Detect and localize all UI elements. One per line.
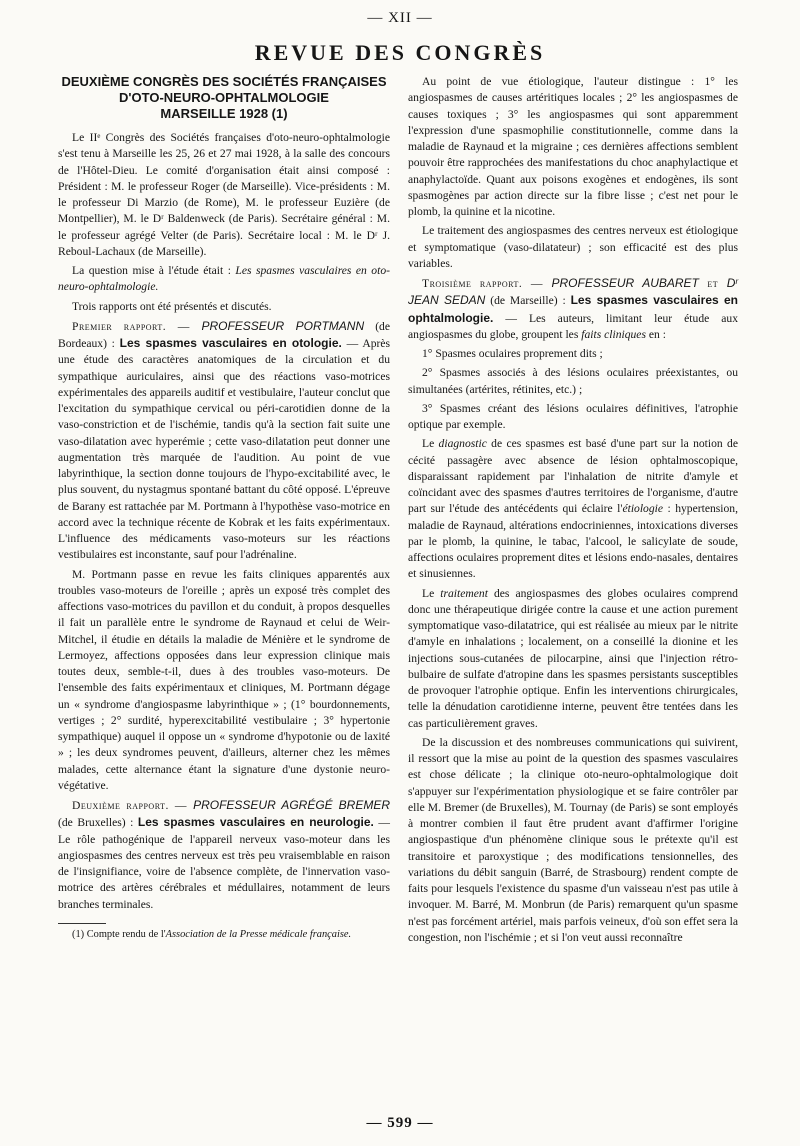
report-origin: (de Bordeaux) :	[58, 319, 390, 350]
study-question-paragraph	[58, 263, 390, 296]
list-item: 2° Spasmes associés à des lésions oculaires préexistantes, ou simultanées (artérites, rétinites, etc.) ;	[408, 366, 738, 396]
clinical-facts-term: faits cliniques	[581, 327, 646, 341]
report-label: Deuxième rapport. —	[72, 799, 194, 812]
list-item: 3° Spasmes créant des lésions oculaires définitives, l'atrophie optique par exemple.	[408, 401, 738, 431]
left-column	[58, 74, 390, 944]
treatment-nervous-paragraph: Le traitement des angiospasmes des centres nerveux est étiologique et symptomatique (vaso-dilatateur) ; son efficacité est des plus variables.	[408, 224, 738, 270]
page-number: — 599 —	[366, 1115, 434, 1131]
footnote-lead: (1) Compte rendu de l'	[72, 928, 166, 940]
report-conjunction: et	[698, 277, 727, 290]
heading-line: MARSEILLE 1928 (1)	[160, 106, 288, 121]
footnote-source: Association de la Presse médicale française.	[165, 928, 352, 940]
journal-section-title: REVUE DES CONGRÈS	[254, 40, 546, 65]
etiology-paragraph: Au point de vue étiologique, l'auteur distingue : 1° les angiospasmes de causes artéritiques locales ; 2° les angiospasmes de causes toxiques ; 3° les angiospasmes qui sont apparemment l'expression d'une spasmophilie constitutionnelle, comme dans la maladie de Raynaud et la migraine ; ces dernières affections semblent pouvoir être rapprochées des manifestations du choc anaphylactique et anaphylactoïde. Quant aux poisons exogènes et endogènes, ils sont spasmogènes par action directe sur la fibre lisse ; c'est net pour le plomb, la quinine et la nicotine.	[408, 75, 738, 218]
report-speaker: PROFESSEUR AUBARET	[551, 276, 699, 290]
diagnosis-term: diagnostic	[438, 437, 487, 451]
heading-line: DEUXIÈME CONGRÈS DES SOCIÉTÉS FRANÇAISES	[61, 74, 387, 89]
question-topic: Les spasmes vasculaires en oto-neuro-ophtalmologie.	[58, 264, 390, 294]
report-speaker: PROFESSEUR PORTMANN	[201, 318, 365, 333]
report-text: — Le rôle pathogénique de l'appareil nerveux vaso-moteur dans les angiospasmes des centres nerveux est très peu vraisemblable en raison de l'insignifiance, voire de l'absence complète, de l'innervation vaso-motrice des artères cérébrales et médullaires, notamment de leurs branches terminales.	[58, 816, 390, 911]
report-text: — Les auteurs, limitant leur étude aux angiospasmes du globe, groupent les	[408, 311, 738, 341]
second-report-paragraph	[58, 797, 390, 913]
diagnosis-paragraph	[408, 436, 738, 582]
report-text-end: en :	[645, 327, 666, 341]
report-speaker-second: Dʳ JEAN SEDAN	[408, 276, 739, 308]
footnote	[58, 928, 390, 941]
spasm-category-list	[408, 346, 738, 433]
portmann-clinical-paragraph: M. Portmann passe en revue les faits cliniques apparentés aux troubles vaso-moteurs de l'oreille ; après un exposé très complet des affections vaso-motrices du pavillon et du conduit, à propos desquelles il fait un parallèle entre le syndrome de Raynaud et celui de Weir-Mitchel, il étudie en détails la maladie de Ménière et le syndrome de Lermoyez, affections opposées dans leur expression clinique mais toutes deux, semble-t-il, dues à des troubles vaso-moteurs. De l'ensemble des faits expérimentaux et cliniques, M. Portmann dégage un « syndrome d'angiospasme labyrinthique » ; (1° bourdonnements, vertiges ; 2° surdité, hyperexcitabilité vestibulaire ; 3° hypertonie sympathique) auquel il oppose un « syndrome d'hypotonie ou de laxité » ; les deux syndromes peuvent, d'ailleurs, alterner chez les mêmes malades, cette alternance étant la signature d'une dystonie neuro-végétative.	[58, 567, 390, 792]
report-label: Premier rapport. —	[72, 319, 202, 333]
discussion-paragraph: De la discussion et des nombreuses communications qui suivirent, il ressort que la mise au point de la question des spasmes vasculaires est chose délicate ; la clinique oto-neuro-ophtalmologique doit s'appuyer sur l'expérimentation physiologique et se faire contrôler par elle M. Bremer (de Bruxelles), M. Tournay (de Paris) se sont employés à montrer combien il faut être prudent avant d'affirmer l'origine angiospastique d'un phénomène clinique sous le prétexte qu'il est transitoire et paroxystique ; des modifications tensionnelles, des variations du débit sanguin (Barré, de Strasbourg) rendent compte de faits pour lesquels l'existence du spasme d'un vaisseau n'est pas utile à invoquer. M. Barré, M. Monbrun (de Paris) remarquent qu'un spasme n'est pas forcément artériel, mais parfois veineux, d'où son effet sera la congestion, non l'ischémie ; et si l'on veut aussi reconnaître	[408, 735, 738, 944]
report-label: Troisième rapport. —	[422, 277, 552, 290]
report-origin: (de Bruxelles) :	[58, 816, 138, 830]
diagnosis-text-end: : hypertension, maladie de Raynaud, altérations endocriniennes, intoxications diverses par le plomb, la quinine, le tabac, l'alcool, le salicylate de soude, affections oculaires proprement dites et lésions endo-nasales, dentaires et sinusiennes.	[408, 502, 738, 581]
footnote-divider	[58, 923, 106, 924]
right-column	[408, 74, 738, 949]
treatment-lead: Le	[422, 586, 441, 600]
diagnosis-lead: Le	[422, 437, 439, 451]
reports-summary: Trois rapports ont été présentés et discutés.	[72, 299, 272, 313]
report-title: Les spasmes vasculaires en neurologie.	[137, 815, 374, 830]
report-text: — Après une étude des caractères anatomiques de la circulation et du sympathique auriculaires, ainsi que des réactions vaso-motrices expérimentales des appareils auditif et vestibulaire, l'auteur conclut que l'excitation du sympathique cervical ou péri-carotidien donne de la vaso-constriction et de l'ischémie, tandis qu'à la section fait suite une vaso-dilatation avec hyperémie ; cette vaso-dilatation peut donner une augmentation très marquée de l'audition. Au point de vue labyrinthique, la section donne toujours de l'hypo-excitabilité avec, le plus souvent, du nystagmus spontané battant du côté opposé. L'épreuve de Barany est rattachée par M. Portmann à l'hypothèse vaso-motrice en accord avec la technique récente de Kobrak et les faits expérimentaux. L'influence des médicaments vaso-moteurs sur les réactions vestibulaires est inconstante, sauf pour l'adrénaline.	[58, 337, 391, 562]
question-lead: La question mise à l'étude était :	[72, 264, 236, 277]
intro-paragraph: Le IIᵉ Congrès des Sociétés françaises d'oto-neuro-ophtalmologie s'est tenu à Marseille les 25, 26 et 27 mai 1928, à la salle des concours de l'Hôtel-Dieu. Le comité d'organisation était ainsi composé : Président : M. le professeur Roger (de Marseille). Vice-présidents : M. le professeur Di Marzio (de Rome), M. le professeur Euzière (de Montpellier), M. le Dʳ Baldenweck (de Paris). Secrétaire général : M. le professeur agrégé Velter (de Paris). Secrétaire local : M. le Dʳ J. Reboul-Lachaux (de Marseille).	[58, 131, 390, 258]
report-origin: (de Marseille) :	[485, 294, 571, 308]
report-title: Les spasmes vasculaires en otologie.	[119, 336, 342, 350]
list-item: 1° Spasmes oculaires proprement dits ;	[422, 347, 603, 360]
treatment-text: des angiospasmes des globes oculaires comprend donc une thérapeutique dirigée contre la cause et une action purement symptomatique vaso-dilatatrice, qui est réalisée au mieux par le nitrite d'amyle en inhalations ; localement, on a conseillé la dionine et les injections sous-cutanées de pilocarpine, ainsi que l'injection rétro-bulbaire de sulfate d'atropine dans les spasmes persistants susceptibles de provoquer l'atrophie optique. Enfin les interventions chirurgicales, telle la dénudation carotidienne interne, peuvent être tentées dans les cas particulièrement graves.	[408, 586, 738, 730]
etiology-term: étiologie	[622, 502, 664, 516]
first-report-paragraph	[58, 318, 390, 564]
heading-line: D'OTO-NEURO-OPHTALMOLOGIE	[119, 90, 329, 105]
diagnosis-text: de ces spasmes est basé d'une part sur la notion de cécité passagère avec absence de lésion ophtalmoscopique, disparaissant rapidement par l'inhalation de nitrite d'amyle et coïncidant avec des spasmes d'autres territoires de l'organisme, d'autre part sur l'étude des antécédents qui éclaire l'	[408, 437, 738, 516]
third-report-paragraph	[408, 275, 738, 343]
report-speaker: PROFESSEUR AGRÉGÉ BREMER	[193, 798, 390, 812]
report-title: Les spasmes vasculaires en ophtalmologie.	[408, 293, 738, 325]
congress-heading	[58, 74, 390, 122]
treatment-ocular-paragraph	[408, 586, 738, 732]
roman-page-mark: — XII —	[367, 10, 433, 26]
treatment-term: traitement	[440, 586, 488, 600]
